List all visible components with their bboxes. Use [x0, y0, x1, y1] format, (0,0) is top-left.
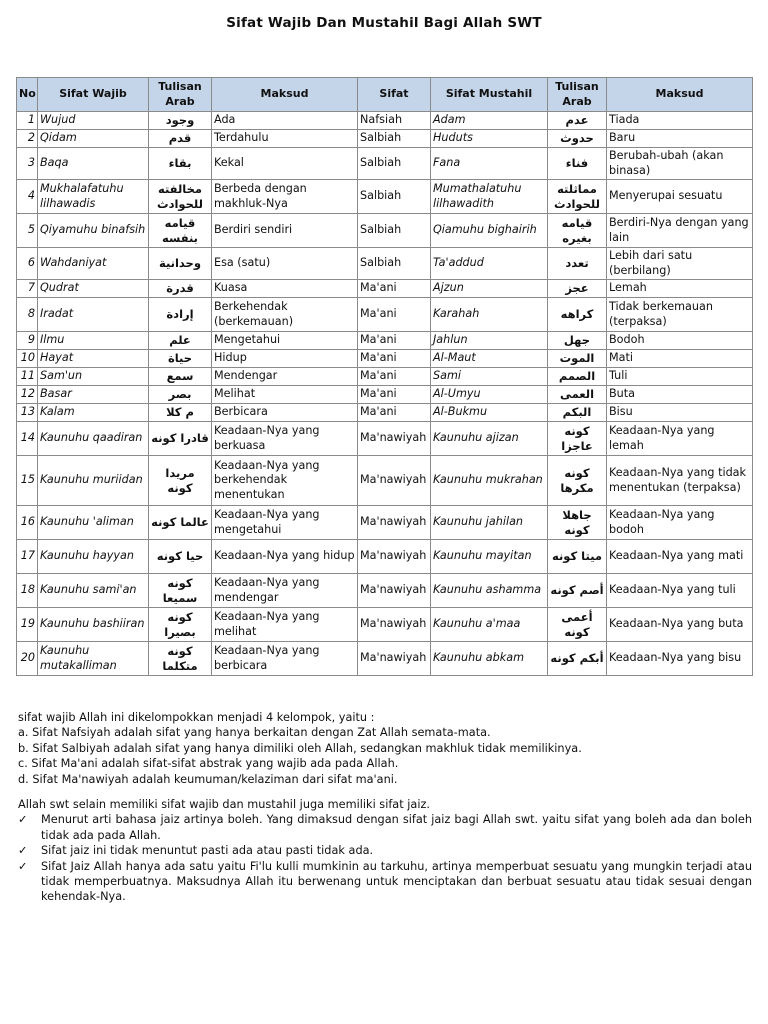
cell-sifat-kelompok: Salbiah: [358, 180, 431, 214]
cell-maksud-wajib: Keadaan-Nya yang mendengar: [212, 574, 358, 608]
cell-maksud-mustahil: Bisu: [607, 404, 753, 422]
cell-maksud-mustahil: Keadaan-Nya yang lemah: [607, 422, 753, 456]
table-row: [17, 148, 753, 180]
cell-sifat-mustahil: Adam: [431, 112, 548, 130]
cell-arab-mustahil: قيامه بغيره: [548, 214, 607, 248]
cell-sifat-kelompok: Ma'nawiyah: [358, 608, 431, 642]
cell-sifat-kelompok: Ma'nawiyah: [358, 422, 431, 456]
notes-section: [18, 710, 752, 905]
table-row: [17, 386, 753, 404]
cell-maksud-mustahil: Keadaan-Nya yang buta: [607, 608, 753, 642]
cell-arab-mustahil: عجز: [548, 280, 607, 298]
group-nafsiyah: a. Sifat Nafsiyah adalah sifat yang hanya berkaitan dengan Zat Allah semata-mata.: [18, 726, 491, 740]
cell-maksud-mustahil: Tiada: [607, 112, 753, 130]
cell-no: 17: [17, 540, 38, 574]
cell-sifat-kelompok: Ma'nawiyah: [358, 642, 431, 676]
cell-sifat-wajib: Kaunuhu muriidan: [38, 456, 149, 506]
cell-arab-mustahil: مماثلته للحوادث: [548, 180, 607, 214]
cell-sifat-kelompok: Ma'ani: [358, 280, 431, 298]
cell-arab-wajib: بصر: [149, 386, 212, 404]
cell-arab-wajib: إرادة: [149, 298, 212, 332]
cell-sifat-kelompok: Ma'ani: [358, 368, 431, 386]
table-row: [17, 574, 753, 608]
cell-arab-wajib: مريدا كونه: [149, 456, 212, 506]
table-row: [17, 368, 753, 386]
cell-sifat-wajib: Kalam: [38, 404, 149, 422]
cell-sifat-mustahil: Qiamuhu bighairih: [431, 214, 548, 248]
cell-maksud-wajib: Melihat: [212, 386, 358, 404]
cell-maksud-wajib: Berkehendak (berkemauan): [212, 298, 358, 332]
cell-maksud-wajib: Mendengar: [212, 368, 358, 386]
cell-sifat-wajib: Ilmu: [38, 332, 149, 350]
cell-sifat-kelompok: Ma'ani: [358, 386, 431, 404]
cell-maksud-mustahil: Bodoh: [607, 332, 753, 350]
table-row: [17, 280, 753, 298]
cell-arab-mustahil: أبكم كونه: [548, 642, 607, 676]
cell-arab-wajib: سمع: [149, 368, 212, 386]
cell-sifat-wajib: Kaunuhu bashiiran: [38, 608, 149, 642]
cell-arab-mustahil: العمى: [548, 386, 607, 404]
cell-maksud-wajib: Terdahulu: [212, 130, 358, 148]
table-header-row: [17, 78, 753, 112]
cell-maksud-wajib: Esa (satu): [212, 248, 358, 280]
cell-arab-wajib: مخالفته للحوادث: [149, 180, 212, 214]
table-row: [17, 422, 753, 456]
table-row: [17, 540, 753, 574]
cell-no: 3: [17, 148, 38, 180]
jaiz-point-text: Sifat jaiz ini tidak menuntut pasti ada atau pasti tidak ada.: [41, 844, 374, 858]
cell-sifat-mustahil: Kaunuhu ashamma: [431, 574, 548, 608]
cell-maksud-wajib: Keadaan-Nya yang berkehendak menentukan: [212, 456, 358, 506]
cell-arab-wajib: حيا كونه: [149, 540, 212, 574]
cell-maksud-wajib: Ada: [212, 112, 358, 130]
cell-no: 4: [17, 180, 38, 214]
cell-no: 9: [17, 332, 38, 350]
cell-no: 16: [17, 506, 38, 540]
cell-no: 15: [17, 456, 38, 506]
cell-sifat-kelompok: Salbiah: [358, 130, 431, 148]
cell-arab-wajib: وحدانية: [149, 248, 212, 280]
cell-maksud-mustahil: Berubah-ubah (akan binasa): [607, 148, 753, 180]
cell-maksud-wajib: Berbeda dengan makhluk-Nya: [212, 180, 358, 214]
cell-arab-wajib: حياة: [149, 350, 212, 368]
cell-no: 8: [17, 298, 38, 332]
cell-sifat-mustahil: Kaunuhu mayitan: [431, 540, 548, 574]
table-row: [17, 130, 753, 148]
cell-arab-mustahil: الصمم: [548, 368, 607, 386]
cell-sifat-wajib: Basar: [38, 386, 149, 404]
cell-no: 2: [17, 130, 38, 148]
table-row: [17, 404, 753, 422]
cell-no: 19: [17, 608, 38, 642]
cell-maksud-mustahil: Berdiri-Nya dengan yang lain: [607, 214, 753, 248]
cell-arab-mustahil: عدم: [548, 112, 607, 130]
cell-arab-mustahil: حدوث: [548, 130, 607, 148]
table-row: [17, 298, 753, 332]
table-row: [17, 608, 753, 642]
table-row: [17, 248, 753, 280]
cell-arab-wajib: عالما كونه: [149, 506, 212, 540]
cell-sifat-kelompok: Ma'nawiyah: [358, 540, 431, 574]
cell-sifat-wajib: Baqa: [38, 148, 149, 180]
table-row: [17, 214, 753, 248]
cell-sifat-wajib: Wujud: [38, 112, 149, 130]
cell-arab-mustahil: البكم: [548, 404, 607, 422]
cell-arab-mustahil: الموت: [548, 350, 607, 368]
cell-maksud-wajib: Hidup: [212, 350, 358, 368]
cell-arab-wajib: وجود: [149, 112, 212, 130]
cell-sifat-wajib: Qidam: [38, 130, 149, 148]
cell-sifat-wajib: Qudrat: [38, 280, 149, 298]
cell-sifat-kelompok: Ma'ani: [358, 350, 431, 368]
cell-sifat-mustahil: Kaunuhu jahilan: [431, 506, 548, 540]
cell-maksud-wajib: Keadaan-Nya yang berbicara: [212, 642, 358, 676]
cell-arab-mustahil: أعمى كونه: [548, 608, 607, 642]
cell-sifat-wajib: Kaunuhu qaadiran: [38, 422, 149, 456]
cell-sifat-wajib: Kaunuhu hayyan: [38, 540, 149, 574]
cell-sifat-kelompok: Salbiah: [358, 214, 431, 248]
cell-sifat-wajib: Kaunuhu mutakalliman: [38, 642, 149, 676]
cell-arab-wajib: بقاء: [149, 148, 212, 180]
cell-sifat-mustahil: Huduts: [431, 130, 548, 148]
cell-sifat-wajib: Qiyamuhu binafsih: [38, 214, 149, 248]
cell-maksud-mustahil: Tuli: [607, 368, 753, 386]
cell-maksud-mustahil: Menyerupai sesuatu: [607, 180, 753, 214]
table-row: [17, 332, 753, 350]
table-row: [17, 506, 753, 540]
header-maksud: Maksud: [212, 78, 358, 112]
cell-no: 20: [17, 642, 38, 676]
cell-arab-mustahil: كونه مكرها: [548, 456, 607, 506]
cell-maksud-wajib: Keadaan-Nya yang berkuasa: [212, 422, 358, 456]
cell-sifat-mustahil: Sami: [431, 368, 548, 386]
cell-sifat-mustahil: Kaunuhu a'maa: [431, 608, 548, 642]
cell-sifat-kelompok: Ma'ani: [358, 404, 431, 422]
cell-sifat-mustahil: Kaunuhu abkam: [431, 642, 548, 676]
cell-sifat-kelompok: Salbiah: [358, 148, 431, 180]
cell-no: 5: [17, 214, 38, 248]
cell-sifat-wajib: Iradat: [38, 298, 149, 332]
cell-arab-mustahil: كونه عاجزا: [548, 422, 607, 456]
cell-sifat-mustahil: Al-Maut: [431, 350, 548, 368]
cell-no: 7: [17, 280, 38, 298]
cell-maksud-mustahil: Buta: [607, 386, 753, 404]
cell-arab-mustahil: كراهه: [548, 298, 607, 332]
notes-intro: sifat wajib Allah ini dikelompokkan menjadi 4 kelompok, yaitu :: [18, 711, 375, 724]
cell-maksud-mustahil: Keadaan-Nya yang tuli: [607, 574, 753, 608]
header-tulisan-arab: Tulisan Arab: [149, 78, 212, 112]
jaiz-point-text: Menurut arti bahasa jaiz artinya boleh. Yang dimaksud dengan sifat jaiz bagi Allah swt. yaitu sifat yang boleh ada dan boleh tidak ada pada Allah.: [41, 813, 752, 842]
header-no: No: [17, 78, 38, 112]
cell-maksud-mustahil: Mati: [607, 350, 753, 368]
cell-sifat-wajib: Wahdaniyat: [38, 248, 149, 280]
cell-maksud-wajib: Kekal: [212, 148, 358, 180]
jaiz-point-text: Sifat Jaiz Allah hanya ada satu yaitu Fi'lu kulli mumkinin au tarkuhu, artinya memperbuat sesuatu yang mungkin terjadi atau tidak memperbuatnya. Maksudnya Allah itu berwenang untuk menciptakan dan berbuat sesuatu atau tidak sesuai dengan kehendak-Nya.: [41, 859, 752, 904]
jaiz-point: [18, 859, 752, 905]
cell-sifat-wajib: Kaunuhu 'aliman: [38, 506, 149, 540]
table-row: [17, 642, 753, 676]
header-sifat-mustahil: Sifat Mustahil: [431, 78, 548, 112]
cell-no: 6: [17, 248, 38, 280]
cell-arab-mustahil: فناء: [548, 148, 607, 180]
cell-arab-wajib: قدم: [149, 130, 212, 148]
cell-sifat-kelompok: Nafsiah: [358, 112, 431, 130]
cell-maksud-mustahil: Baru: [607, 130, 753, 148]
cell-sifat-mustahil: Ajzun: [431, 280, 548, 298]
header-sifat-wajib: Sifat Wajib: [38, 78, 149, 112]
cell-maksud-wajib: Mengetahui: [212, 332, 358, 350]
sifat-table: [16, 77, 753, 676]
group-manawiyah: d. Sifat Ma'nawiyah adalah keumuman/kelaziman dari sifat ma'ani.: [18, 772, 398, 786]
cell-sifat-wajib: Kaunuhu sami'an: [38, 574, 149, 608]
cell-maksud-mustahil: Lebih dari satu (berbilang): [607, 248, 753, 280]
cell-no: 1: [17, 112, 38, 130]
cell-sifat-mustahil: Kaunuhu mukrahan: [431, 456, 548, 506]
cell-sifat-kelompok: Ma'ani: [358, 332, 431, 350]
check-icon: ✓: [18, 859, 28, 873]
cell-sifat-wajib: Mukhalafatuhu lilhawadis: [38, 180, 149, 214]
cell-no: 10: [17, 350, 38, 368]
cell-arab-mustahil: جاهلا كونه: [548, 506, 607, 540]
cell-maksud-mustahil: Keadaan-Nya yang mati: [607, 540, 753, 574]
cell-sifat-kelompok: Ma'nawiyah: [358, 574, 431, 608]
cell-arab-mustahil: أصم كونه: [548, 574, 607, 608]
cell-maksud-mustahil: Tidak berkemauan (terpaksa): [607, 298, 753, 332]
header-tulisan-arab-mustahil: Tulisan Arab: [548, 78, 607, 112]
group-maani: c. Sifat Ma'ani adalah sifat-sifat abstrak yang wajib ada pada Allah.: [18, 757, 399, 771]
cell-sifat-mustahil: Mumathalatuhu lilhawadith: [431, 180, 548, 214]
cell-arab-mustahil: جهل: [548, 332, 607, 350]
cell-arab-wajib: علم: [149, 332, 212, 350]
cell-arab-mustahil: تعدد: [548, 248, 607, 280]
table-row: [17, 456, 753, 506]
cell-sifat-mustahil: Jahlun: [431, 332, 548, 350]
page-title: Sifat Wajib Dan Mustahil Bagi Allah SWT: [226, 15, 542, 31]
cell-sifat-wajib: Sam'un: [38, 368, 149, 386]
check-icon: ✓: [18, 813, 28, 827]
cell-arab-wajib: قيامه بنفسه: [149, 214, 212, 248]
cell-maksud-wajib: Keadaan-Nya yang melihat: [212, 608, 358, 642]
cell-no: 13: [17, 404, 38, 422]
cell-arab-wajib: قادرا كونه: [149, 422, 212, 456]
cell-maksud-wajib: Keadaan-Nya yang mengetahui: [212, 506, 358, 540]
cell-maksud-wajib: Kuasa: [212, 280, 358, 298]
cell-sifat-mustahil: Kaunuhu ajizan: [431, 422, 548, 456]
cell-sifat-wajib: Hayat: [38, 350, 149, 368]
cell-maksud-mustahil: Keadaan-Nya yang bodoh: [607, 506, 753, 540]
cell-maksud-mustahil: Lemah: [607, 280, 753, 298]
cell-arab-mustahil: ميتا كونه: [548, 540, 607, 574]
header-sifat: Sifat: [358, 78, 431, 112]
cell-maksud-mustahil: Keadaan-Nya yang bisu: [607, 642, 753, 676]
cell-maksud-mustahil: Keadaan-Nya yang tidak menentukan (terpaksa): [607, 456, 753, 506]
table-row: [17, 112, 753, 130]
cell-sifat-kelompok: Ma'ani: [358, 298, 431, 332]
cell-sifat-mustahil: Al-Umyu: [431, 386, 548, 404]
cell-maksud-wajib: Berbicara: [212, 404, 358, 422]
cell-sifat-mustahil: Ta'addud: [431, 248, 548, 280]
cell-no: 11: [17, 368, 38, 386]
cell-sifat-mustahil: Karahah: [431, 298, 548, 332]
cell-arab-wajib: كونه متكلما: [149, 642, 212, 676]
cell-maksud-wajib: Keadaan-Nya yang hidup: [212, 540, 358, 574]
header-maksud-mustahil: Maksud: [607, 78, 753, 112]
cell-sifat-kelompok: Salbiah: [358, 248, 431, 280]
cell-sifat-kelompok: Ma'nawiyah: [358, 506, 431, 540]
cell-sifat-mustahil: Fana: [431, 148, 548, 180]
check-icon: ✓: [18, 844, 28, 858]
cell-no: 12: [17, 386, 38, 404]
cell-no: 18: [17, 574, 38, 608]
jaiz-list: [18, 812, 752, 904]
table-body: [17, 112, 753, 676]
table-row: [17, 350, 753, 368]
jaiz-point: [18, 843, 752, 858]
cell-no: 14: [17, 422, 38, 456]
cell-arab-wajib: كونه بصيرا: [149, 608, 212, 642]
cell-sifat-kelompok: Ma'nawiyah: [358, 456, 431, 506]
cell-arab-wajib: قدرة: [149, 280, 212, 298]
cell-arab-wajib: كونه سميعا: [149, 574, 212, 608]
cell-arab-wajib: م كلا: [149, 404, 212, 422]
cell-sifat-mustahil: Al-Bukmu: [431, 404, 548, 422]
cell-maksud-wajib: Berdiri sendiri: [212, 214, 358, 248]
jaiz-intro: Allah swt selain memiliki sifat wajib dan mustahil juga memiliki sifat jaiz.: [18, 798, 430, 812]
group-salbiyah: b. Sifat Salbiyah adalah sifat yang hanya dimiliki oleh Allah, sedangkan makhluk tidak memilikinya.: [18, 741, 582, 755]
table-row: [17, 180, 753, 214]
jaiz-point: [18, 812, 752, 843]
